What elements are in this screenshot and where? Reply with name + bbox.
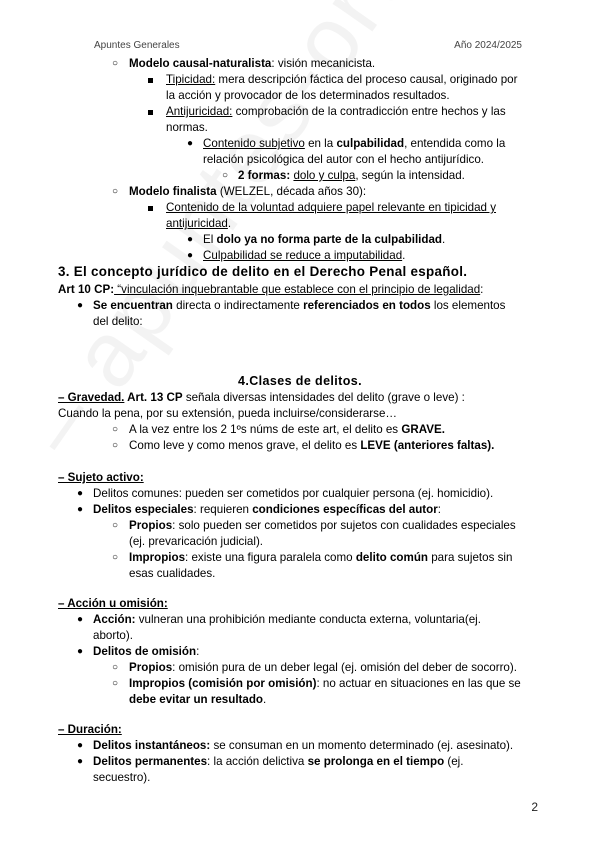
instantaneos-line: Delitos instantáneos: se consuman en un momento determinado (ej. asesinato). [93, 739, 514, 752]
circle-bullet-icon: ○ [112, 424, 119, 435]
impropios-line: Impropios: existe una figura paralela como delito común para sujetos sin [129, 551, 513, 564]
omision-propios-line: Propios: omisión pura de un deber legal (ej. omisión del deber de socorro). [129, 661, 517, 674]
header-right: Año 2024/2025 [454, 40, 522, 51]
header-left: Apuntes Generales [94, 40, 180, 51]
contenido-subjetivo-line-2: relación psicológica del autor con el hecho antijurídico. [203, 153, 484, 166]
se-encuentran-line-2: del delito: [93, 315, 143, 328]
dot-bullet-icon: ● [77, 740, 84, 751]
dolo-line: El dolo ya no forma parte de la culpabilidad. [203, 233, 446, 246]
dot-bullet-icon: ● [77, 756, 84, 767]
gravedad-line: – Gravedad. Art. 13 CP señala diversas intensidades del delito (grave o leve) : [58, 391, 465, 404]
circle-bullet-icon: ○ [112, 186, 119, 197]
dos-formas-line: 2 formas: dolo y culpa, según la intensidad. [238, 169, 465, 182]
omision-impropios-line-2: debe evitar un resultado. [129, 693, 267, 706]
dot-bullet-icon: ● [77, 504, 84, 515]
square-bullet-icon [148, 110, 153, 115]
circle-bullet-icon: ○ [112, 520, 119, 531]
circle-bullet-icon: ○ [112, 58, 119, 69]
propios-line-2: (ej. prevaricación judicial). [129, 535, 264, 548]
contenido-voluntad-line-2: antijuricidad. [166, 217, 232, 230]
delitos-especiales-line: Delitos especiales: requieren condiciones específicas del autor: [93, 503, 441, 516]
square-bullet-icon [148, 206, 153, 211]
dot-bullet-icon: ● [77, 614, 84, 625]
dot-bullet-icon: ● [187, 138, 194, 149]
circle-bullet-icon: ○ [112, 440, 119, 451]
accion-line: Acción: vulneran una prohibición mediante conducta externa, voluntaria(ej. [93, 613, 481, 626]
se-encuentran-line: Se encuentran directa o indirectamente referenciados en todos los elementos [93, 299, 506, 312]
contenido-voluntad-line: Contenido de la voluntad adquiere papel relevante en tipicidad y [166, 201, 497, 214]
tipicidad-line-2: la acción y provocador de los determinados resultados. [166, 89, 450, 102]
propios-line: Propios: solo pueden ser cometidos por sujetos con cualidades especiales [129, 519, 516, 532]
permanentes-line-2: secuestro). [93, 771, 151, 784]
circle-bullet-icon: ○ [112, 662, 119, 673]
delitos-comunes-line: Delitos comunes: pueden ser cometidos por cualquier persona (ej. homicidio). [93, 487, 494, 500]
section-4-heading: 4.Clases de delitos. [237, 374, 363, 388]
circle-bullet-icon: ○ [112, 552, 119, 563]
dot-bullet-icon: ● [187, 234, 194, 245]
section-3-heading: 3. El concepto jurídico de delito en el Derecho Penal español. [58, 264, 468, 279]
accion-omision-heading: – Acción u omisión: [58, 597, 168, 610]
contenido-subjetivo-line: Contenido subjetivo en la culpabilidad, entendida como la [203, 137, 506, 150]
gravedad-line-2: Cuando la pena, por su extensión, pueda incluirse/considerarse… [58, 407, 398, 420]
omision-impropios-line: Impropios (comisión por omisión): no actuar en situaciones en las que se [129, 677, 521, 690]
art-10-line: Art 10 CP: “vinculación inquebrantable que establece con el principio de legalidad: [58, 283, 484, 296]
permanentes-line: Delitos permanentes: la acción delictiva se prolonga en el tiempo (ej. [93, 755, 464, 768]
page-number: 2 [531, 800, 538, 814]
delitos-omision-line: Delitos de omisión: [93, 645, 200, 658]
accion-line-2: aborto). [93, 629, 133, 642]
grave-line: A la vez entre los 2 1ºs núms de este art, el delito es GRAVE. [129, 423, 445, 436]
circle-bullet-icon: ○ [222, 170, 229, 181]
dot-bullet-icon: ● [187, 250, 194, 261]
model-finalista-line: Modelo finalista (WELZEL, década años 30): [129, 185, 367, 198]
impropios-line-2: esas cualidades. [129, 567, 216, 580]
tipicidad-line: Tipicidad: mera descripción fáctica del proceso causal, originado por [166, 73, 518, 86]
leve-line: Como leve y como menos grave, el delito es LEVE (anteriores faltas). [129, 439, 495, 452]
culpabilidad-line: Culpabilidad se reduce a imputabilidad. [203, 249, 406, 262]
dot-bullet-icon: ● [77, 646, 84, 657]
model-causal-line: Modelo causal-naturalista: visión mecanicista. [129, 57, 376, 70]
antijuricidad-line: Antijuricidad: comprobación de la contradicción entre hechos y las [166, 105, 506, 118]
circle-bullet-icon: ○ [112, 678, 119, 689]
antijuricidad-line-2: normas. [166, 121, 208, 134]
square-bullet-icon [148, 78, 153, 83]
duracion-heading: – Duración: [58, 723, 122, 736]
sujeto-activo-heading: – Sujeto activo: [58, 471, 144, 484]
dot-bullet-icon: ● [77, 488, 84, 499]
dot-bullet-icon: ● [77, 300, 84, 311]
